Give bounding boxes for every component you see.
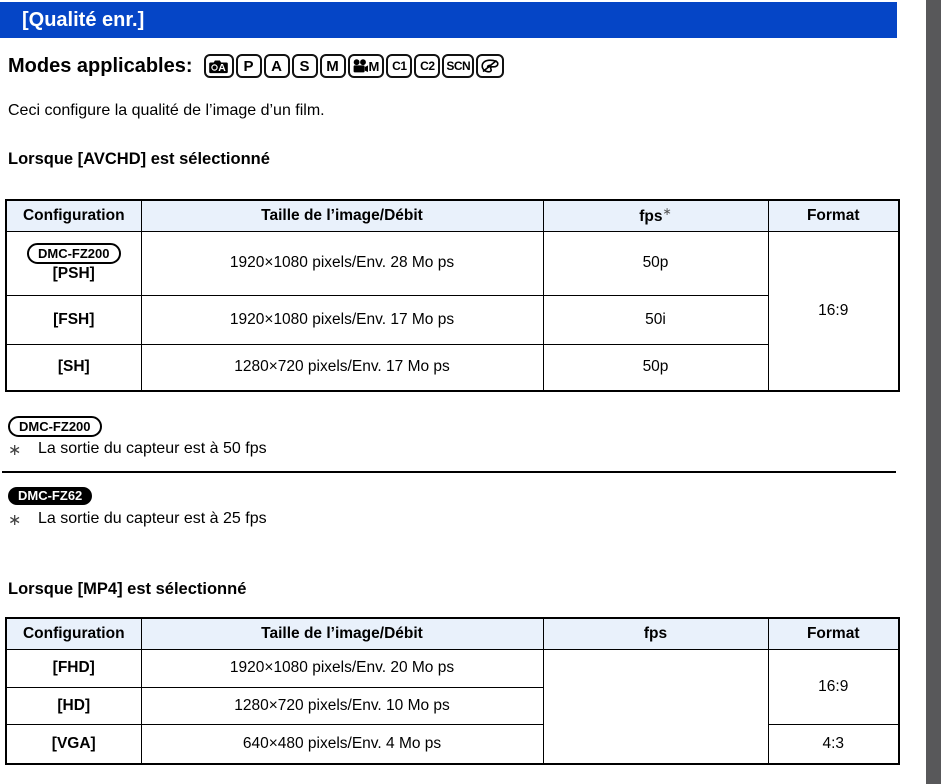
col-header-size-bitrate: Taille de l’image/Débit <box>141 200 543 231</box>
camera-glyph <box>209 59 229 74</box>
mode-icon-strip <box>204 54 505 78</box>
col-header-fps: fps <box>543 618 768 649</box>
psh-label: [PSH] <box>52 265 95 282</box>
section-title-bar <box>0 2 897 38</box>
mp4-header-row <box>6 618 899 649</box>
fsh-fps-cell: 50i <box>543 295 768 344</box>
mp4-fps-cell <box>543 649 768 764</box>
dmc-fz200-note-badge: DMC-FZ200 <box>8 416 102 437</box>
footnote-asterisk: ∗ <box>8 442 22 459</box>
sh-fps-cell: 50p <box>543 344 768 391</box>
fz200-footnote-text: La sortie du capteur est à 50 fps <box>38 440 267 457</box>
fsh-label: [FSH] <box>6 295 141 344</box>
fps-footnote-marker: ∗ <box>662 206 672 219</box>
table-row-psh <box>6 231 899 295</box>
dmc-fz62-note-badge: DMC-FZ62 <box>8 487 92 505</box>
custom1-mode-icon: C1 <box>386 54 412 78</box>
fz62-footnote <box>8 510 267 530</box>
fsh-size-cell: 1920×1080 pixels/Env. 17 Mo ps <box>141 295 543 344</box>
psh-fps-cell: 50p <box>543 231 768 295</box>
section-divider <box>2 471 896 473</box>
table-row-sh <box>6 344 899 391</box>
creative-video-mode-icon <box>348 54 385 78</box>
svg-text:A: A <box>217 61 226 74</box>
avchd-section-heading: Lorsque [AVCHD] est sélectionné <box>8 150 270 168</box>
manual-mode-icon: M <box>320 54 346 78</box>
dmc-fz200-badge: DMC-FZ200 <box>27 243 121 264</box>
col-header-configuration: Configuration <box>6 200 141 231</box>
col-header-fps <box>543 200 768 231</box>
aperture-priority-mode-icon: A <box>264 54 290 78</box>
col-header-format: Format <box>768 200 899 231</box>
sh-size-cell: 1280×720 pixels/Env. 17 Mo ps <box>141 344 543 391</box>
creative-video-m-label: M <box>368 58 380 74</box>
palette-brush-glyph <box>481 59 499 73</box>
mp4-section-heading: Lorsque [MP4] est sélectionné <box>8 580 247 598</box>
psh-size-cell: 1920×1080 pixels/Env. 28 Mo ps <box>141 231 543 295</box>
sh-label: [SH] <box>6 344 141 391</box>
table-row-fhd <box>6 649 899 687</box>
mp4-format-43-cell: 4:3 <box>768 724 899 764</box>
mp4-quality-table <box>5 617 900 765</box>
psh-config-cell <box>6 231 141 295</box>
modes-label: Modes applicables: <box>8 54 193 77</box>
page-title: [Qualité enr.] <box>22 8 145 31</box>
avchd-format-cell: 16:9 <box>768 231 899 391</box>
movie-camera-glyph <box>353 59 368 73</box>
footnote-asterisk: ∗ <box>8 512 22 529</box>
table-row-fsh <box>6 295 899 344</box>
fz200-note-badge-wrap <box>8 416 102 437</box>
intro-text: Ceci configure la qualité de l’image d’un film. <box>8 102 325 119</box>
hd-size-cell: 1280×720 pixels/Env. 10 Mo ps <box>141 687 543 724</box>
shutter-priority-mode-icon: S <box>292 54 318 78</box>
scene-mode-icon: SCN <box>442 54 474 78</box>
col-header-size-bitrate: Taille de l’image/Débit <box>141 618 543 649</box>
fps-header-label: fps <box>639 208 663 226</box>
vga-label: [VGA] <box>6 724 141 764</box>
vga-size-cell: 640×480 pixels/Env. 4 Mo ps <box>141 724 543 764</box>
fz200-footnote <box>8 440 267 460</box>
fhd-label: [FHD] <box>6 649 141 687</box>
hd-label: [HD] <box>6 687 141 724</box>
fz62-footnote-text: La sortie du capteur est à 25 fps <box>38 510 267 527</box>
mp4-format-169-cell: 16:9 <box>768 649 899 724</box>
avchd-header-row <box>6 200 899 231</box>
intelligent-auto-mode-icon <box>204 54 234 78</box>
fhd-size-cell: 1920×1080 pixels/Env. 20 Mo ps <box>141 649 543 687</box>
creative-control-mode-icon <box>476 54 504 78</box>
program-mode-icon: P <box>236 54 262 78</box>
avchd-quality-table <box>5 199 900 392</box>
applicable-modes-row <box>8 52 504 80</box>
viewer-edge-strip <box>926 0 941 784</box>
col-header-configuration: Configuration <box>6 618 141 649</box>
col-header-format: Format <box>768 618 899 649</box>
custom2-mode-icon: C2 <box>414 54 440 78</box>
fz62-note-badge-wrap <box>8 487 92 505</box>
